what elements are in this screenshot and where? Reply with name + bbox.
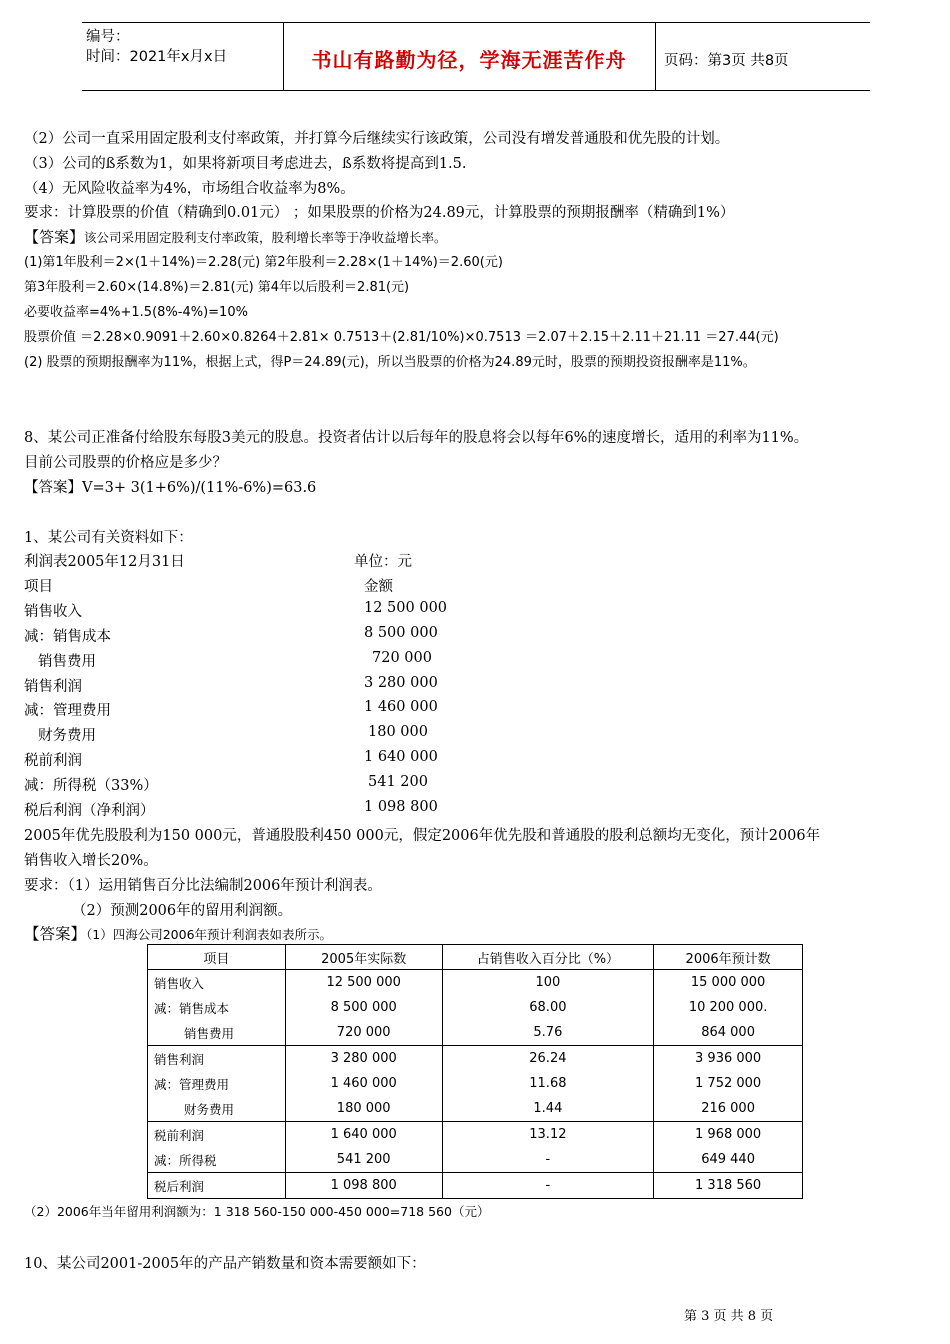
statement-row-label: 减：管理费用 [24, 703, 111, 719]
table-cell: 720 000 [285, 1020, 442, 1046]
table-row-label: 减：管理费用 [148, 1071, 286, 1096]
income-statement-amount-header: 金额 [364, 579, 393, 595]
q1-requirement-2: （2）预测2006年的留用利润额。 [72, 903, 293, 919]
table-header-cell: 2006年预计数 [654, 945, 803, 970]
table-cell: 10 200 000. [654, 995, 803, 1020]
statement-row-amount: 3 280 000 [364, 675, 438, 691]
income-statement-item-header: 项目 [24, 579, 53, 595]
table-row-label: 减：销售成本 [148, 995, 286, 1020]
header-number-label: 编号： [86, 29, 130, 45]
table-cell: 15 000 000 [654, 970, 803, 996]
table-cell: 864 000 [654, 1020, 803, 1046]
statement-row-amount: 180 000 [368, 724, 428, 740]
table-row [148, 1147, 803, 1173]
q10-question: 10、某公司2001-2005年的产品产销数量和资本需要额如下： [24, 1256, 426, 1272]
table-cell: 3 936 000 [654, 1046, 803, 1072]
q7-answer-text: 该公司采用固定股利支付率政策，股利增长率等于净收益增长率。 [84, 230, 447, 245]
statement-row-amount: 541 200 [368, 774, 428, 790]
table-row [148, 1020, 803, 1046]
statement-row-label: 减：所得税（33%） [24, 778, 158, 794]
statement-row-label: 税前利润 [24, 753, 82, 769]
table-cell: 13.12 [442, 1122, 654, 1148]
table-row-label: 销售利润 [148, 1046, 286, 1072]
header-bottom-rule [82, 90, 870, 91]
table-cell: 12 500 000 [285, 970, 442, 996]
q1-intro: 1、某公司有关资料如下： [24, 530, 193, 546]
header-divider-left [283, 22, 284, 90]
table-cell: - [442, 1173, 654, 1199]
statement-row-label: 税后利润（净利润） [24, 803, 155, 819]
statement-row-label: 销售利润 [24, 679, 82, 695]
table-cell: 5.76 [442, 1020, 654, 1046]
table-row-label: 销售收入 [148, 970, 286, 996]
table-row-label: 税后利润 [148, 1173, 286, 1199]
income-statement-title: 利润表2005年12月31日 [24, 554, 185, 570]
q7-answer-label: 【答案】 [24, 228, 85, 246]
table-row [148, 1122, 803, 1148]
q7-condition-2: （2）公司一直采用固定股利支付率政策，并打算今后继续实行该政策，公司没有增发普通股和优先股的计划。 [24, 131, 730, 147]
table-header-row [148, 945, 803, 970]
table-cell: 541 200 [285, 1147, 442, 1173]
q8-question-line-1: 8、某公司正准备付给股东每股3美元的股息。投资者估计以后每年的股息将会以每年6%的速度增长，适用的利率为11%。 [24, 430, 809, 446]
income-statement-unit: 单位：元 [354, 554, 412, 570]
table-cell: 3 280 000 [285, 1046, 442, 1072]
table-row-label: 税前利润 [148, 1122, 286, 1148]
header-top-rule [82, 22, 870, 23]
table-row-label: 销售费用 [148, 1020, 286, 1046]
table-row [148, 970, 803, 996]
q7-answer-line [24, 226, 447, 247]
statement-row-amount: 8 500 000 [364, 625, 438, 641]
table-cell: 1 318 560 [654, 1173, 803, 1199]
table-cell: 11.68 [442, 1071, 654, 1096]
table-row [148, 1046, 803, 1072]
statement-row-amount: 1 098 800 [364, 799, 438, 815]
q7-condition-3: （3）公司的ß系数为1，如果将新项目考虑进去，ß系数将提高到1.5. [24, 156, 467, 172]
statement-row-label: 销售费用 [38, 654, 96, 670]
table-cell: 1 640 000 [285, 1122, 442, 1148]
table-header-cell: 2005年实际数 [285, 945, 442, 970]
table-cell: 649 440 [654, 1147, 803, 1173]
q7-answer-dividend-3: 第3年股利＝2.60×(14.8%)＝2.81(元) 第4年以后股利＝2.81(元) [24, 280, 410, 295]
table-row-label: 减：所得税 [148, 1147, 286, 1173]
table-cell: 1 752 000 [654, 1071, 803, 1096]
q1-answer-line [24, 922, 332, 944]
table-row [148, 1071, 803, 1096]
statement-row-label: 销售收入 [24, 604, 82, 620]
table-row [148, 995, 803, 1020]
q1-answer-label: 【答案】 [24, 925, 87, 943]
projected-income-table [147, 944, 803, 1199]
statement-row-amount: 720 000 [372, 650, 432, 666]
table-cell: 216 000 [654, 1096, 803, 1122]
table-header-cell: 项目 [148, 945, 286, 970]
table-row-label: 财务费用 [148, 1096, 286, 1122]
q1-paragraph-line-1: 2005年优先股股利为150 000元，普通股股利450 000元，假定2006年优先股和普通股的股利总额均无变化，预计2006年 [24, 828, 821, 844]
q7-answer-expected-return: (2) 股票的预期报酬率为11%，根据上式，得P＝24.89(元)，所以当股票的价格为24.89元时，股票的预期投资报酬率是11%。 [24, 355, 756, 370]
q1-paragraph-line-2: 销售收入增长20%。 [24, 853, 158, 869]
header-divider-right [655, 22, 656, 90]
q1-requirement-1: 要求：（1）运用销售百分比法编制2006年预计利润表。 [24, 878, 382, 894]
q8-question-line-2: 目前公司股票的价格应是多少？ [24, 455, 227, 471]
header-motto: 书山有路勤为径，学海无涯苦作舟 [311, 48, 627, 72]
q7-answer-required-return: 必要收益率=4%+1.5(8%-4%)=10% [24, 305, 248, 320]
table-row [148, 1173, 803, 1199]
table-cell: 1 460 000 [285, 1071, 442, 1096]
header-time: 时间：2021年x月x日 [86, 49, 228, 65]
table-cell: 1 968 000 [654, 1122, 803, 1148]
q7-requirement: 要求：计算股票的价值（精确到0.01元） ；如果股票的价格为24.89元，计算股票的预期报酬率（精确到1%） [24, 205, 735, 221]
table-cell: 26.24 [442, 1046, 654, 1072]
q7-condition-4: （4）无风险收益率为4%，市场组合收益率为8%。 [24, 181, 355, 197]
footer-page-number: 第 3 页 共 8 页 [684, 1309, 774, 1324]
statement-row-amount: 1 640 000 [364, 749, 438, 765]
table-row [148, 1096, 803, 1122]
q7-answer-dividend-1: (1)第1年股利＝2×(1＋14%)＝2.28(元) 第2年股利＝2.28×(1＋14%)＝2.60(元) [24, 255, 503, 270]
statement-row-amount: 1 460 000 [364, 699, 438, 715]
q8-answer: 【答案】V=3+ 3(1+6%)/(11%-6%)=63.6 [24, 480, 317, 496]
q1-answer-retained-earnings: （2）2006年当年留用利润额为：1 318 560-150 000-450 000=718 560（元） [24, 1204, 490, 1219]
table-cell: 100 [442, 970, 654, 996]
q7-answer-stock-value: 股票价值 ＝2.28×0.9091＋2.60×0.8264＋2.81× 0.7513＋(2.81/10%)×0.7513 ＝2.07＋2.15＋2.11＋21.11 ＝27.44(元) [24, 330, 779, 345]
q1-answer-text: （1）四海公司2006年预计利润表如表所示。 [86, 927, 333, 942]
statement-row-label: 财务费用 [38, 728, 96, 744]
table-cell: 1.44 [442, 1096, 654, 1122]
statement-row-label: 减：销售成本 [24, 629, 111, 645]
table-cell: 68.00 [442, 995, 654, 1020]
table-cell: 8 500 000 [285, 995, 442, 1020]
table-cell: 1 098 800 [285, 1173, 442, 1199]
table-cell: - [442, 1147, 654, 1173]
table-header-cell: 占销售收入百分比（%） [442, 945, 654, 970]
header-page-number: 页码：第3页 共8页 [664, 53, 789, 69]
statement-row-amount: 12 500 000 [364, 600, 448, 616]
table-cell: 180 000 [285, 1096, 442, 1122]
